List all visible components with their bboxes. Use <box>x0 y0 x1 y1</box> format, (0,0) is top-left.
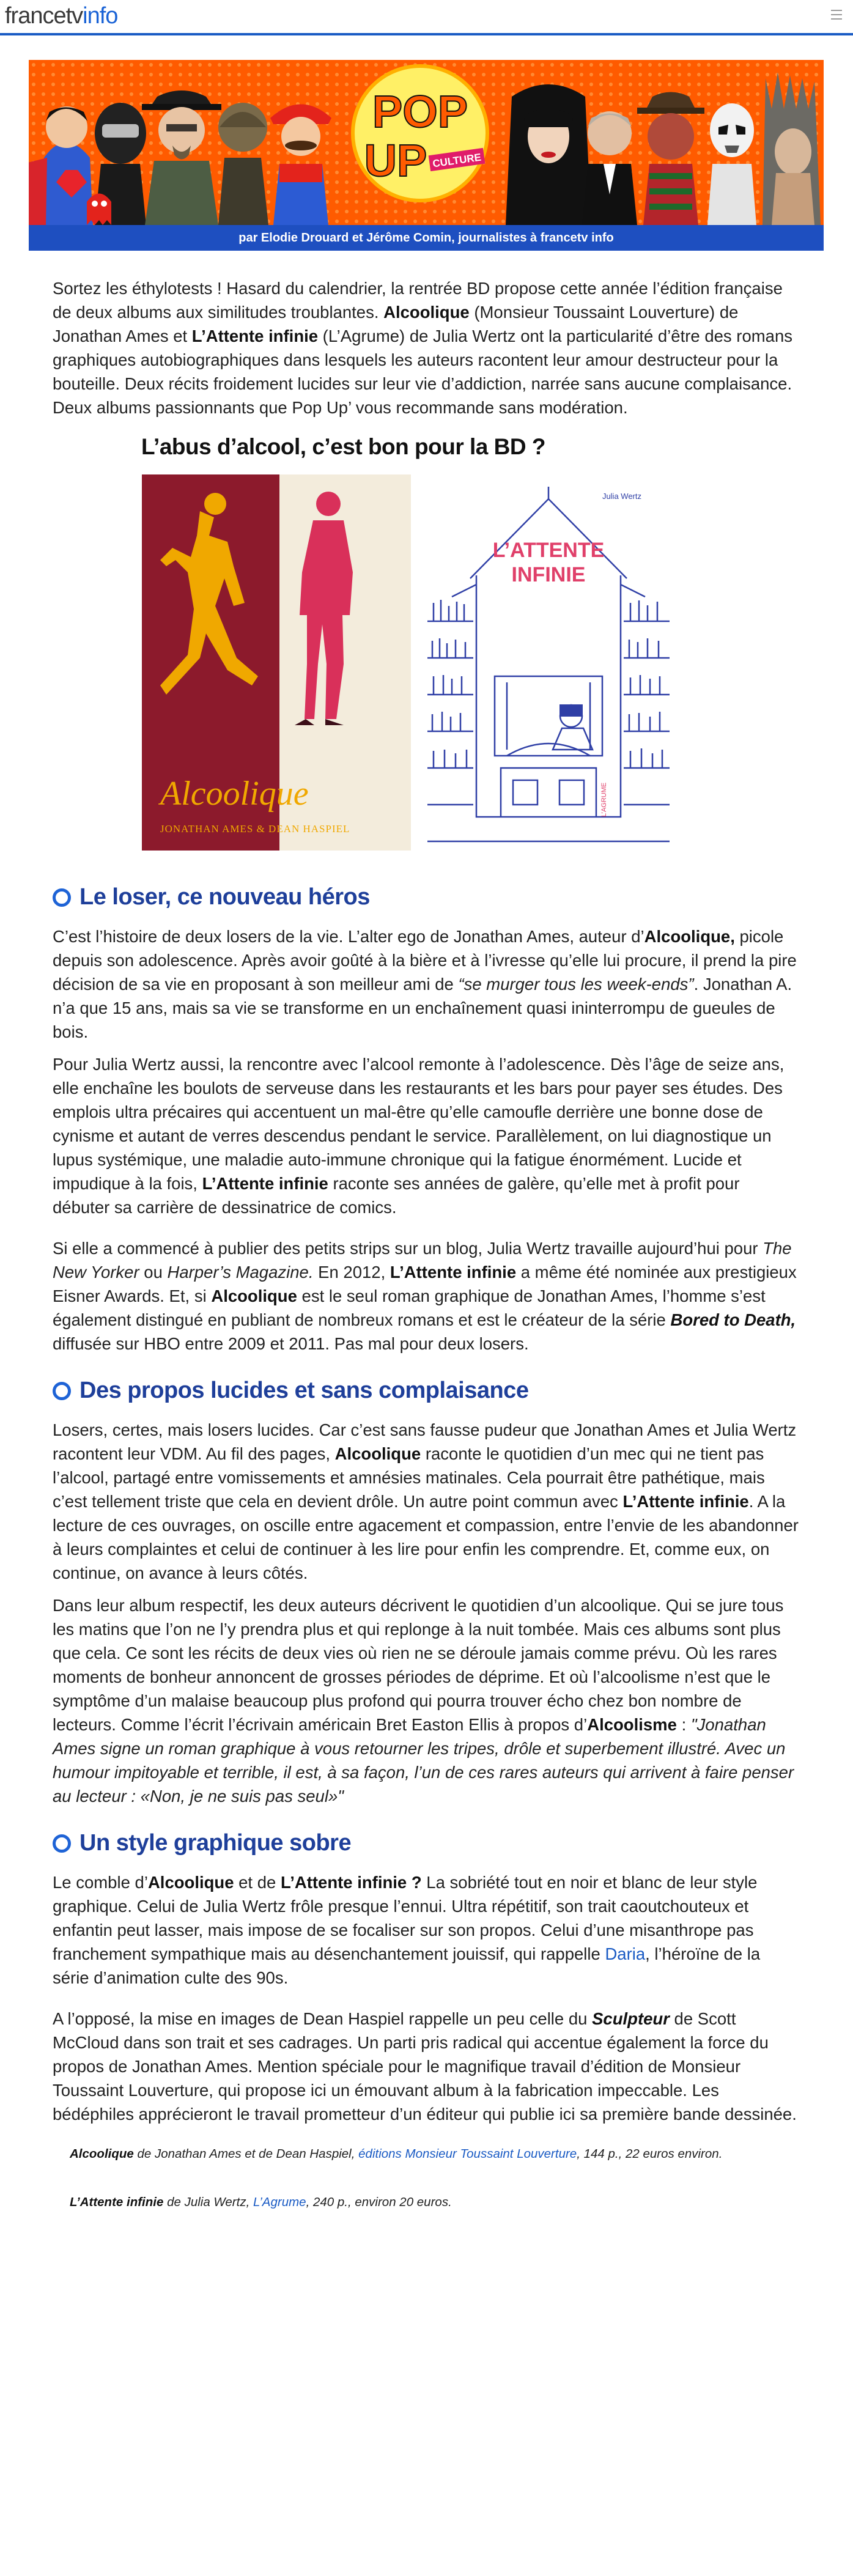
bold-title-alcoolique: Alcoolique <box>211 1286 297 1305</box>
text-run: de Scott McCloud dans son trait et ses cadrages. Un parti pris radical qui accentue également la force du propos de Jonathan Ames. Mention spéciale pour le magnifique travail d’édition de Monsieur Toussaint Louverture, qui propose ici un émouvant album à la fabrication impeccable. Les bédéphiles apprécieront le travail prometteur d’un éditeur qui publie ici sa première bande dessinée. <box>53 2009 797 2124</box>
text-run: de Julia Wertz, <box>163 2195 253 2209</box>
circle-bullet-icon <box>53 888 71 907</box>
text-run: picole depuis son adolescence. Après avoir goûté à la bière et à l’ivresse qu’elle lui procure, il prend la pire décision de sa vie en proposant à son meilleur ami de <box>53 927 797 994</box>
italic-quote-bret-easton-ellis: "Jonathan Ames signe un roman graphique à vous retourner les tripes, drôle et superbement illustré. Avec un humour impitoyable et terrible, il est, à sa façon, l’un de ces rares auteurs qui arrivent à faire penser au lecteur : «Non, je ne suis pas seul»" <box>53 1715 794 1806</box>
section-heading-text: Un style graphique sobre <box>79 1830 352 1856</box>
article-body <box>53 276 801 2241</box>
banner-logo-culture: CULTURE <box>432 151 482 170</box>
link-lagrume[interactable]: L’Agrume <box>253 2195 306 2209</box>
text-run: Sortez les éthylotests ! Hasard du calendrier, la rentrée BD propose cette année l’édition française de deux albums aux similitudes troublantes. <box>53 279 783 322</box>
cover2-title-line2: INFINIE <box>511 563 586 586</box>
text-run: de Jonathan Ames et de Dean Haspiel, <box>133 2147 359 2161</box>
section-heading-text: Des propos lucides et sans complaisance <box>79 1378 529 1403</box>
cover2-title-line1: L’ATTENTE <box>492 539 605 562</box>
circle-bullet-icon <box>53 1382 71 1400</box>
bold-title-attente-infinie: L’Attente infinie ? <box>280 1873 422 1892</box>
logo-text-info: info <box>83 3 118 29</box>
hamburger-menu-icon[interactable] <box>831 10 842 21</box>
text-run: La sobriété tout en noir et blanc de leur style graphique. Celui de Julia Wertz frôle presque l’ennui. Ultra répétitif, son trait caoutchouteux et enfantin peut lasser, mais impose de se focaliser sur son propos. Celui d’une misanthrope pas franchement sympathique mais au désenchantement jouissif, qui rappelle <box>53 1873 758 1963</box>
italic-new-yorker: The New Yorker <box>53 1239 792 1282</box>
link-editions-monsieur-toussaint-louverture[interactable]: éditions Monsieur Toussaint Louverture <box>358 2147 577 2161</box>
cover1-title: Alcoolique <box>160 775 309 813</box>
site-logo[interactable] <box>5 2 117 29</box>
section3-paragraph-1 <box>53 1870 801 1990</box>
banner-logo-pop: POP <box>372 86 468 137</box>
text-run: diffusée sur HBO entre 2009 et 2011. Pas mal pour deux losers. <box>53 1334 529 1353</box>
bold-title-attente-infinie: L’Attente infinie <box>191 327 319 345</box>
text-run: En 2012, <box>313 1263 390 1282</box>
pop-up-culture-banner <box>29 60 824 251</box>
text-run: (Monsieur Toussaint Louverture) de Jonathan Ames et <box>53 303 739 345</box>
text-run: : <box>676 1715 691 1734</box>
text-run: ou <box>139 1263 168 1282</box>
section-heading-loser <box>53 883 801 911</box>
section2-paragraph-2 <box>53 1593 801 1808</box>
bold-title-alcoolisme: Alcoolisme <box>587 1715 677 1734</box>
banner-caption: par Elodie Drouard et Jérôme Comin, journalistes à francetv info <box>29 225 824 251</box>
credit-attente-infinie <box>70 2193 801 2212</box>
text-run: a même été nominée aux prestigieux Eisner Awards. Et, si <box>53 1263 797 1305</box>
book-credits <box>53 2144 801 2212</box>
text-run: . Jonathan A. n’a que 15 ans, mais sa vie se transforme en un enchaînement quasi ininterrompu de gueules de bois. <box>53 975 792 1041</box>
text-run: , 240 p., environ 20 euros. <box>306 2195 452 2209</box>
text-run: . A la lecture de ces ouvrages, on oscille entre agacement et compassion, entre l’envie de les abandonner à leurs complaintes et celui de continuer à les lire pour enfin les comprendre. Et, comme eux, on continue, on avance à leurs côtés. <box>53 1492 799 1582</box>
section1-paragraph-1 <box>53 924 801 1044</box>
logo-text-francetv: francetv <box>5 3 83 29</box>
intro-paragraph <box>53 276 801 419</box>
cover2-author: Julia Wertz <box>602 492 641 501</box>
text-run: Dans leur album respectif, les deux auteurs décrivent le quotidien d’un alcoolique. Qui se jure tous les matins que l’on ne l’y prendra plus et qui replonge à la nuit tombée. Mais ces albums sont plus que cela. Ce sont les récits de deux vies où rien ne se déroule jamais comme prévu. Où les rares moments de bonheur annoncent de grosses périodes de déprime. Et où l’alcoolisme n’est que le symptôme d’un malaise beaucoup plus profond qui pourra trouver écho chez bon nombre de lecteurs. Comme l’écrit l’écrivain américain Bret Easton Ellis à propos d’ <box>53 1596 784 1734</box>
bold-title-attente-infinie: L’Attente infinie <box>622 1492 749 1511</box>
section3-paragraph-2 <box>53 2007 801 2126</box>
link-daria[interactable]: Daria <box>605 1944 646 1963</box>
text-run: et de <box>234 1873 281 1892</box>
cover1-authors: JONATHAN AMES & DEAN HASPIEL <box>160 823 350 835</box>
bold-title-attente-infinie: L’Attente infinie <box>390 1263 517 1282</box>
bold-title-alcoolique: Alcoolique, <box>644 927 735 946</box>
text-run: , 144 p., 22 euros environ. <box>577 2147 723 2161</box>
section1-paragraph-2 <box>53 1052 801 1219</box>
text-run: , l’héroïne de la série d’animation culte des 90s. <box>53 1944 761 1987</box>
section-heading-style-graphique <box>53 1829 801 1857</box>
circle-bullet-icon <box>53 1834 71 1853</box>
text-run: Losers, certes, mais losers lucides. Car c’est sans fausse pudeur que Jonathan Ames et Julia Wertz racontent leur VDM. Au fil des pages, <box>53 1420 797 1463</box>
credit-alcoolique <box>70 2144 801 2163</box>
bold-title-alcoolique: Alcoolique <box>147 1873 234 1892</box>
alcoolique-book-cover <box>142 474 411 851</box>
text-run: est le seul roman graphique de Jonathan Ames, l’homme s’est également distingué en publiant de nombreux romans et est le créateur de la série <box>53 1286 766 1329</box>
section2-paragraph-1 <box>53 1418 801 1585</box>
bold-title-attente-infinie: L’Attente infinie <box>202 1174 328 1193</box>
section-heading-propos-lucides <box>53 1376 801 1404</box>
text-run: Le comble d’ <box>53 1873 148 1892</box>
top-navigation-bar <box>0 0 853 35</box>
text-run: raconte ses années de galère, qu’elle met à profit pour débuter sa carrière de dessinatrice de comics. <box>53 1174 740 1217</box>
text-run: A l’opposé, la mise en images de Dean Haspiel rappelle un peu celle du <box>53 2009 593 2028</box>
italic-harpers: Harper’s Magazine. <box>167 1263 314 1282</box>
link-sculpteur[interactable] <box>592 2009 670 2028</box>
text-run: (L’Agrume) de Julia Wertz ont la particularité d’être des romans graphiques autobiographiques dans lesquels les auteurs racontent leur amour destructeur pour la bouteille. Deux récits froidement lucides sur leur vie d’addiction, narrée sans aucune complaisance. Deux albums passionnants que Pop Up’ vous recommande sans modération. <box>53 327 792 417</box>
section-heading-text: Le loser, ce nouveau héros <box>79 884 370 910</box>
text-run: Si elle a commencé à publier des petits strips sur un blog, Julia Wertz travaille aujourd’hui pour <box>53 1239 763 1258</box>
bold-title-alcoolique: Alcoolique <box>383 303 470 322</box>
cover2-publisher: L’AGRUME <box>600 782 608 817</box>
italic-quote: “se murger tous les week-ends” <box>458 975 694 994</box>
figure-title: L’abus d’alcool, c’est bon pour la BD ? <box>141 434 545 459</box>
link-text: Sculpteur <box>592 2009 670 2028</box>
pop-culture-characters-illustration <box>29 60 824 225</box>
bold-title-alcoolique: Alcoolique <box>70 2147 134 2161</box>
link-bored-to-death[interactable] <box>670 1310 796 1329</box>
bold-title-attente-infinie: L’Attente infinie <box>70 2195 164 2209</box>
bold-title-alcoolique: Alcoolique <box>334 1444 421 1463</box>
text-run: raconte le quotidien d’un mec qui ne tient pas l’alcool, partagé entre vomissements et amnésies matinales. Cela pourrait être pathétique, mais c’est tellement triste que cela en devient drôle. Un autre point commun avec <box>53 1444 765 1511</box>
text-run: Pour Julia Wertz aussi, la rencontre avec l’alcool remonte à l’adolescence. Dès l’âge de seize ans, elle enchaîne les boulots de serveuse dans les restaurants et les bars pour payer ses études. Des emplois ultra précaires qui accentuent un mal-être qu’elle camoufle derrière une bonne dose de cynisme et autant de verres descendus pendant le service. Parallèlement, on lui diagnostique un lupus systémique, une maladie auto-immune chronique qui la fatigue énormément. Lucide et impudique à la fois, <box>53 1055 785 1193</box>
attente-infinie-book-cover <box>415 474 682 851</box>
book-covers-figure <box>53 434 801 862</box>
link-text: Bored to Death, <box>670 1310 796 1329</box>
banner-logo-up: UP <box>364 135 427 186</box>
text-run: C’est l’histoire de deux losers de la vie. L’alter ego de Jonathan Ames, auteur d’ <box>53 927 644 946</box>
section1-paragraph-3 <box>53 1236 801 1356</box>
